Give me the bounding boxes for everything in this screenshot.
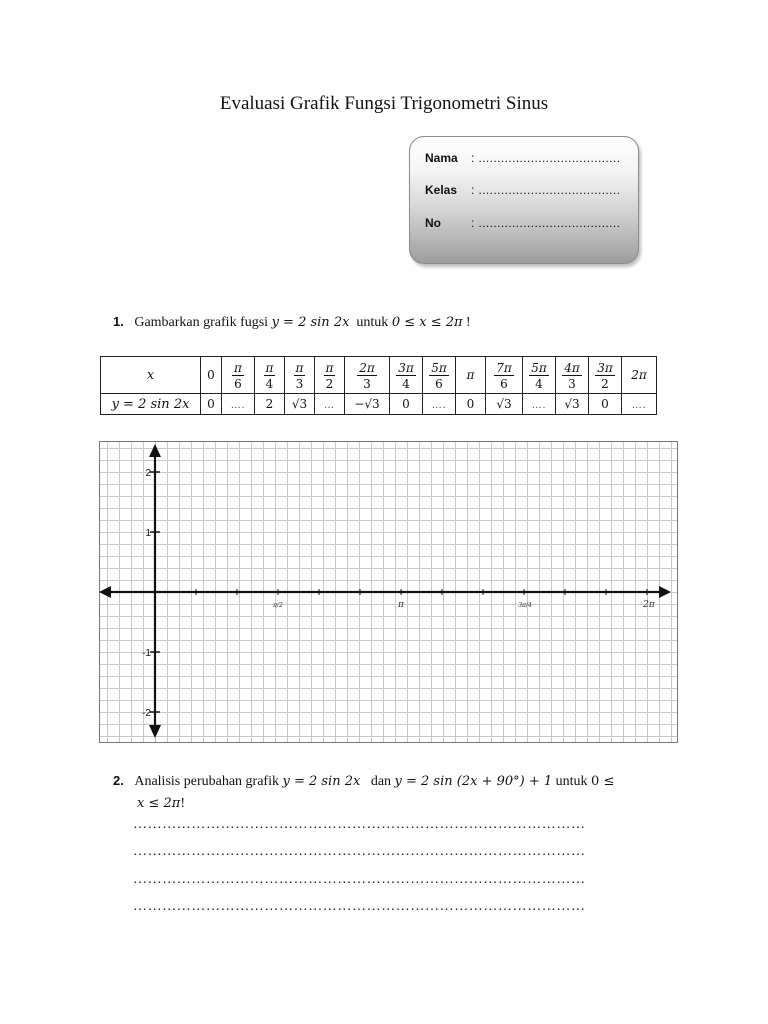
- y-tick-label: 2: [145, 468, 151, 479]
- question-2-line2-math: x ≤ 2π: [137, 796, 181, 811]
- table-cell-y[interactable]: ….: [523, 394, 556, 415]
- table-cell-x: $\frac{3\pi}{2}$: [589, 357, 622, 394]
- question-1: [113, 311, 471, 334]
- table-cell-y: √3: [556, 394, 589, 415]
- question-2-math-b: y = 2 sin (2x + 90°) + 1: [394, 774, 553, 789]
- answer-line-4[interactable]: …………………………………………………………………………………: [133, 899, 586, 914]
- x-tick-label: π/2: [273, 602, 283, 609]
- coordinate-grid[interactable]: [99, 441, 679, 744]
- table-cell-x: $\frac{\pi}{2}$: [315, 357, 345, 394]
- question-1-math-b: 0 ≤ x ≤ 2π: [391, 315, 463, 330]
- table-cell-y[interactable]: ….: [423, 394, 456, 415]
- y-tick-label: 1: [145, 528, 151, 539]
- table-cell-x: π: [456, 357, 486, 394]
- class-row: [425, 183, 620, 199]
- y-tick-label: -2: [142, 708, 151, 719]
- answer-line-2[interactable]: …………………………………………………………………………………: [133, 844, 586, 859]
- table-cell-y: √3: [486, 394, 523, 415]
- table-cell-y: 0: [390, 394, 423, 415]
- name-label: Nama: [425, 151, 458, 165]
- x-tick-label: π: [398, 600, 404, 610]
- question-2-text-c: untuk: [552, 774, 592, 789]
- value-table: [100, 356, 657, 415]
- table-cell-y: 2: [255, 394, 285, 415]
- number-field[interactable]: : ......................................: [471, 216, 621, 230]
- table-cell-x: $\frac{\pi}{4}$: [255, 357, 285, 394]
- table-cell-y: √3: [285, 394, 315, 415]
- table-cell-x: 0: [201, 357, 222, 394]
- table-header-y: y = 2 sin 2x: [101, 394, 201, 415]
- table-header-x: x: [101, 357, 201, 394]
- question-2-text-b: dan: [360, 774, 395, 789]
- question-1-text-a: Gambarkan grafik fugsi: [134, 315, 272, 330]
- question-1-math-a: y = 2 sin 2x: [271, 315, 350, 330]
- table-cell-x: $\frac{\pi}{3}$: [285, 357, 315, 394]
- table-cell-y: 0: [589, 394, 622, 415]
- question-1-number: 1.: [113, 314, 124, 329]
- page-title: Evaluasi Grafik Fungsi Trigonometri Sinus: [219, 93, 549, 114]
- identity-box: [409, 136, 639, 264]
- table-cell-y[interactable]: …: [315, 394, 345, 415]
- table-cell-x: 2π: [622, 357, 657, 394]
- question-2-math-c: 0 ≤: [591, 774, 615, 789]
- question-1-text-c: !: [462, 315, 471, 330]
- table-cell-y: −√3: [345, 394, 390, 415]
- name-row: [425, 151, 620, 167]
- answer-line-1[interactable]: …………………………………………………………………………………: [133, 817, 586, 832]
- answer-line-3[interactable]: …………………………………………………………………………………: [133, 872, 586, 887]
- y-tick-label: -1: [142, 648, 151, 659]
- table-cell-y: 0: [201, 394, 222, 415]
- table-cell-x: $\frac{7\pi}{6}$: [486, 357, 523, 394]
- table-cell-x: $\frac{2\pi}{3}$: [345, 357, 390, 394]
- table-cell-x: $\frac{\pi}{6}$: [222, 357, 255, 394]
- question-2-math-a: y = 2 sin 2x: [282, 774, 361, 789]
- table-cell-x: $\frac{5\pi}{4}$: [523, 357, 556, 394]
- question-1-text-b: untuk: [349, 315, 392, 330]
- number-row: [425, 216, 620, 232]
- x-tick-label: 2π: [643, 600, 655, 610]
- question-2: [113, 770, 683, 815]
- table-cell-x: $\frac{3\pi}{4}$: [390, 357, 423, 394]
- table-row-x: [101, 357, 657, 394]
- x-tick-label: 3π/4: [518, 602, 532, 609]
- question-2-number: 2.: [113, 773, 124, 788]
- number-label: No: [425, 216, 441, 230]
- question-2-text-a: Analisis perubahan grafik: [134, 774, 283, 789]
- question-2-line2-text: !: [180, 796, 185, 811]
- table-cell-x: $\frac{4\pi}{3}$: [556, 357, 589, 394]
- table-cell-y[interactable]: ….: [222, 394, 255, 415]
- name-field[interactable]: : ......................................: [471, 151, 621, 165]
- table-row-y: [101, 394, 657, 415]
- table-cell-x: $\frac{5\pi}{6}$: [423, 357, 456, 394]
- table-cell-y[interactable]: ….: [622, 394, 657, 415]
- table-cell-y: 0: [456, 394, 486, 415]
- class-label: Kelas: [425, 183, 458, 197]
- class-field[interactable]: : ......................................: [471, 183, 621, 197]
